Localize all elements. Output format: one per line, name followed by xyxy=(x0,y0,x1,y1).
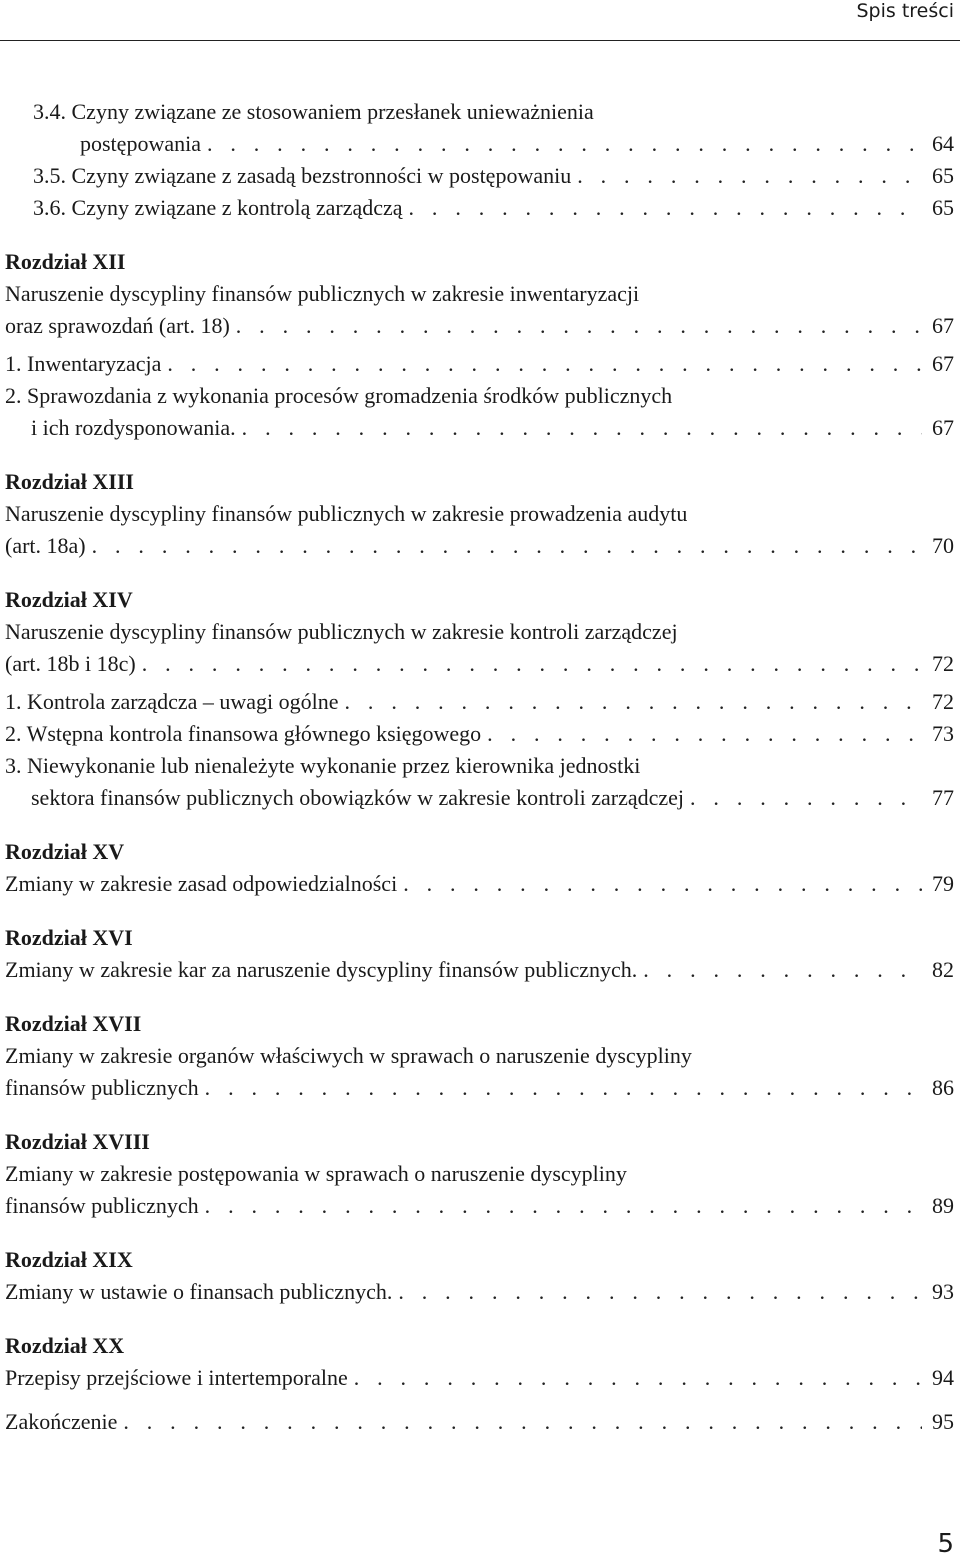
chapter-heading-xvii: Rozdział XVII xyxy=(5,1011,142,1036)
toc-entry-xiv-3-line1: 3. Niewykonanie lub nienależyte wykonanie przez kierownika jednostki xyxy=(5,753,641,778)
chapter-title-line: Zmiany w zakresie postępowania w sprawach o naruszenie dyscypliny xyxy=(5,1161,627,1186)
toc-page-number: 67 xyxy=(932,313,954,338)
toc-entry-label: finansów publicznych xyxy=(5,1075,199,1100)
dot-leader xyxy=(236,310,922,342)
toc-entry-3-6[interactable] xyxy=(5,192,954,224)
chapter-heading-xx: Rozdział XX xyxy=(5,1333,125,1358)
chapter-heading-xix: Rozdział XIX xyxy=(5,1247,133,1272)
toc-entry-chapter-xv[interactable] xyxy=(5,868,954,900)
dot-leader xyxy=(242,412,922,444)
toc-entry-conclusion[interactable] xyxy=(5,1406,954,1438)
toc-entry-label: finansów publicznych xyxy=(5,1193,199,1218)
toc-entry-label: (art. 18b i 18c) xyxy=(5,651,136,676)
toc-page-number: 65 xyxy=(932,195,954,220)
toc-entry-label: 1. Inwentaryzacja xyxy=(5,351,162,376)
toc-page-number: 67 xyxy=(932,415,954,440)
toc-entry-label: Zakończenie xyxy=(5,1409,118,1434)
dot-leader xyxy=(577,160,922,192)
toc-entry-label: Przepisy przejściowe i intertemporalne xyxy=(5,1365,348,1390)
toc-page-number: 79 xyxy=(932,871,954,896)
toc-entry-xii-2[interactable] xyxy=(5,412,954,444)
dot-leader xyxy=(354,1362,922,1394)
toc-page-number: 72 xyxy=(932,689,954,714)
dot-leader xyxy=(487,718,922,750)
toc-page-number: 86 xyxy=(932,1075,954,1100)
toc-entry-label: postępowania xyxy=(80,131,201,156)
toc-entry-chapter-xii[interactable] xyxy=(5,310,954,342)
toc-entry-3-4[interactable] xyxy=(5,128,954,160)
dot-leader xyxy=(92,530,922,562)
toc-entry-label: (art. 18a) xyxy=(5,533,86,558)
dot-leader xyxy=(403,868,922,900)
toc-entry-label: 3.6. Czyny związane z kontrolą zarządczą xyxy=(33,195,403,220)
toc-entry-xii-1[interactable] xyxy=(5,348,954,380)
page-number: 5 xyxy=(937,1529,954,1559)
toc-entry-label: Zmiany w zakresie zasad odpowiedzialności xyxy=(5,871,398,896)
dot-leader xyxy=(205,1072,922,1104)
toc-entry-label: 2. Wstępna kontrola finansowa głównego księgowego xyxy=(5,721,482,746)
chapter-title-line: Naruszenie dyscypliny finansów publicznych w zakresie kontroli zarządczej xyxy=(5,619,678,644)
toc-entry-chapter-xvi[interactable] xyxy=(5,954,954,986)
toc-page-number: 70 xyxy=(932,533,954,558)
toc-entry-xiv-3[interactable] xyxy=(5,782,954,814)
chapter-title-line: Naruszenie dyscypliny finansów publicznych w zakresie inwentaryzacji xyxy=(5,281,640,306)
dot-leader xyxy=(690,782,922,814)
toc-page-number: 67 xyxy=(932,351,954,376)
dot-leader xyxy=(123,1406,922,1438)
running-header-title: Spis treści xyxy=(856,0,954,22)
toc-page-number: 72 xyxy=(932,651,954,676)
toc-entry-label: 3.5. Czyny związane z zasadą bezstronności w postępowaniu xyxy=(33,163,572,188)
toc-entry-chapter-xiv[interactable] xyxy=(5,648,954,680)
toc-entry-label: oraz sprawozdań (art. 18) xyxy=(5,313,230,338)
dot-leader xyxy=(643,954,922,986)
toc-entry-chapter-xix[interactable] xyxy=(5,1276,954,1308)
dot-leader xyxy=(345,686,922,718)
toc-entry-label: sektora finansów publicznych obowiązków w zakresie kontroli zarządczej xyxy=(31,785,685,810)
running-header xyxy=(0,0,960,41)
toc-entry-xiv-2[interactable] xyxy=(5,718,954,750)
toc-entry-chapter-xviii[interactable] xyxy=(5,1190,954,1222)
toc-page-number: 94 xyxy=(932,1365,954,1390)
dot-leader xyxy=(207,128,922,160)
chapter-title-line: Zmiany w zakresie organów właściwych w sprawach o naruszenie dyscypliny xyxy=(5,1043,692,1068)
dot-leader xyxy=(409,192,922,224)
chapter-heading-xiii: Rozdział XIII xyxy=(5,469,134,494)
chapter-heading-xviii: Rozdział XVIII xyxy=(5,1129,150,1154)
toc-entry-label: i ich rozdysponowania. xyxy=(31,415,236,440)
toc-page-number: 73 xyxy=(932,721,954,746)
chapter-heading-xv: Rozdział XV xyxy=(5,839,125,864)
dot-leader xyxy=(167,348,922,380)
toc-entry-chapter-xvii[interactable] xyxy=(5,1072,954,1104)
chapter-heading-xvi: Rozdział XVI xyxy=(5,925,133,950)
toc-entry-chapter-xiii[interactable] xyxy=(5,530,954,562)
toc-page-number: 95 xyxy=(932,1409,954,1434)
toc-page-number: 77 xyxy=(932,785,954,810)
chapter-heading-xiv: Rozdział XIV xyxy=(5,587,133,612)
toc-entry-3-5[interactable] xyxy=(5,160,954,192)
toc-entry-chapter-xx[interactable] xyxy=(5,1362,954,1394)
toc-page-number: 89 xyxy=(932,1193,954,1218)
dot-leader xyxy=(205,1190,922,1222)
toc-entry-xiv-1[interactable] xyxy=(5,686,954,718)
toc-page-number: 65 xyxy=(932,163,954,188)
dot-leader xyxy=(398,1276,922,1308)
toc-entry-label: 1. Kontrola zarządcza – uwagi ogólne xyxy=(5,689,339,714)
dot-leader xyxy=(142,648,922,680)
toc-page-number: 64 xyxy=(932,131,954,156)
toc-entry-label: Zmiany w zakresie kar za naruszenie dyscypliny finansów publicznych. xyxy=(5,957,638,982)
chapter-title-line: Naruszenie dyscypliny finansów publicznych w zakresie prowadzenia audytu xyxy=(5,501,688,526)
toc-entry-3-4-line1: 3.4. Czyny związane ze stosowaniem przesłanek unieważnienia xyxy=(33,99,594,124)
table-of-contents xyxy=(5,96,954,1438)
toc-page-number: 82 xyxy=(932,957,954,982)
toc-page-number: 93 xyxy=(932,1279,954,1304)
toc-entry-xii-2-line1: 2. Sprawozdania z wykonania procesów gromadzenia środków publicznych xyxy=(5,383,673,408)
toc-entry-label: Zmiany w ustawie o finansach publicznych. xyxy=(5,1279,393,1304)
chapter-heading-xii: Rozdział XII xyxy=(5,249,126,274)
